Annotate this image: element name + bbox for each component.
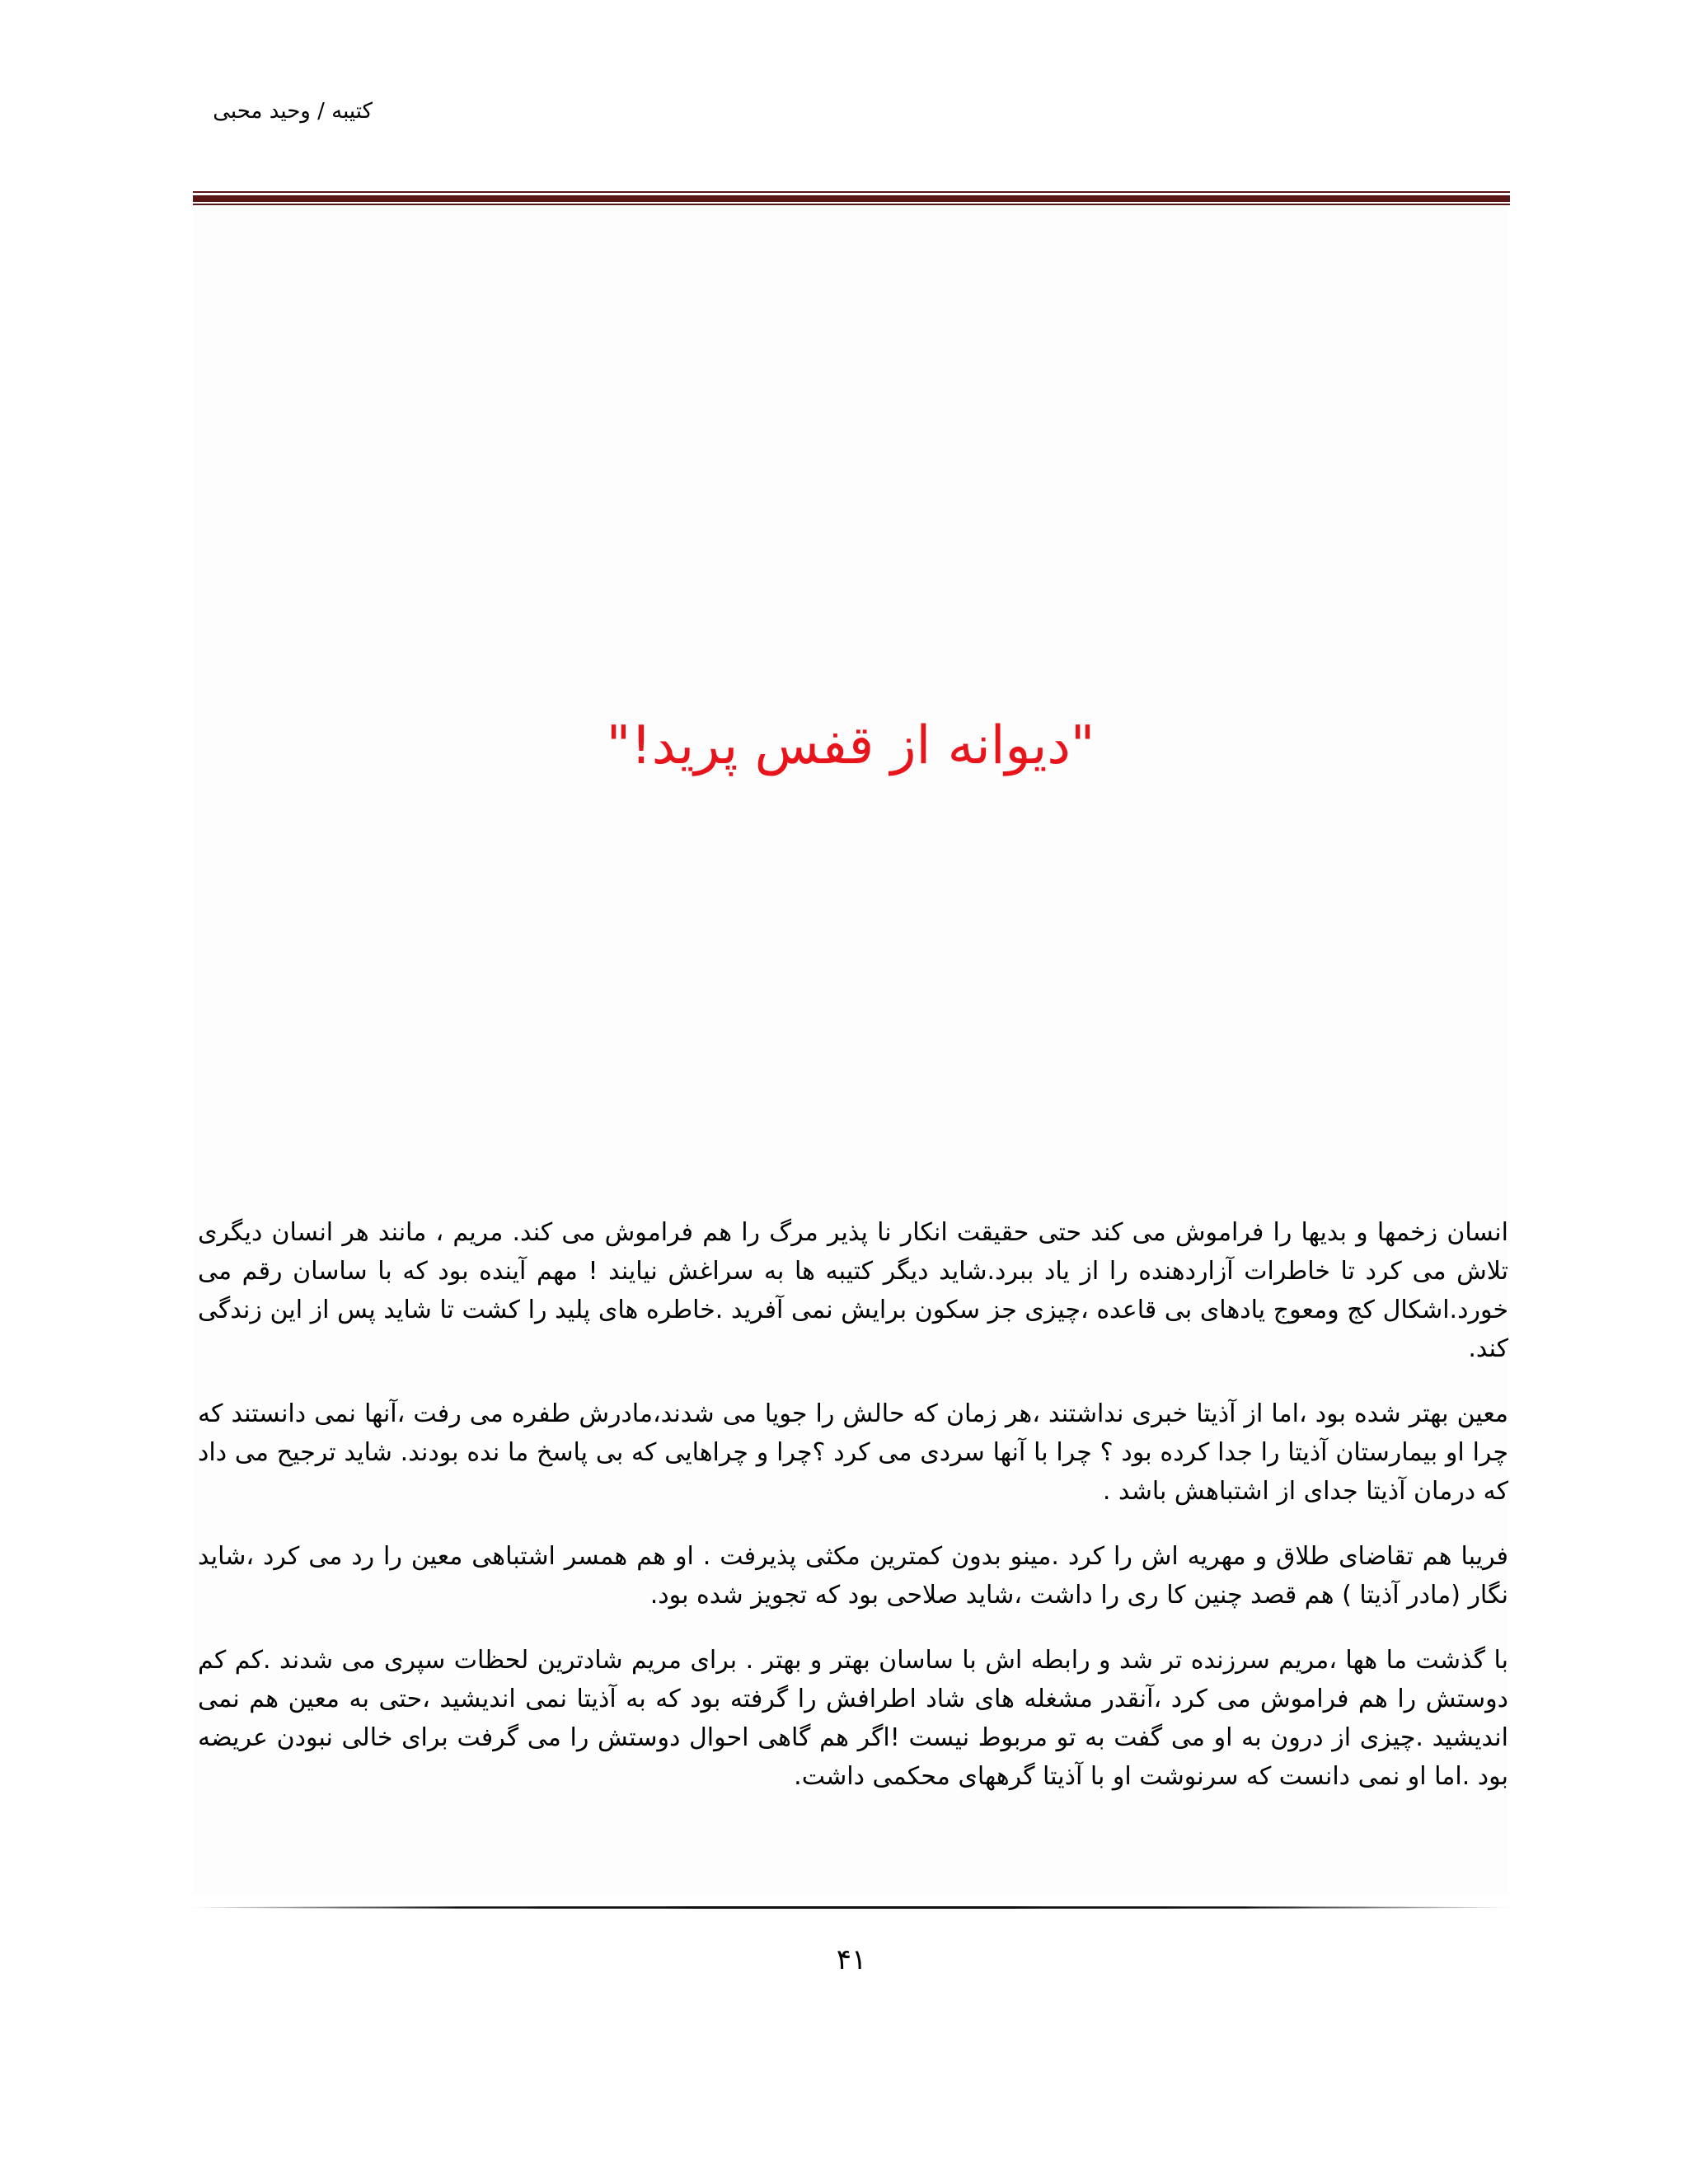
paragraph-2: معین بهتر شده بود ،اما از آذیتا خبری نداشتند ،هر زمان که حالش را جویا می شدند،مادرش طفره می رفت ،آنها نمی دانستند که چرا او بیمارستان آذیتا را جدا کرده بود ؟ چرا با آنها سردی می کرد ؟چرا و چراهایی که بی پاسخ ما نده بودند. شاید ترجیح می داد که درمان آذیتا جدای از اشتباهش باشد . (198, 1399, 1508, 1506)
header-rule-thin-top (193, 191, 1510, 193)
footer-rule (193, 1906, 1510, 1909)
header-rule (193, 195, 1510, 202)
page-number: ۴۱ (836, 1943, 867, 1976)
running-head: کتیبه / وحید محبی (213, 99, 373, 124)
paragraph-4: با گذشت ما هها ،مریم سرزنده تر شد و رابطه اش با ساسان بهتر و بهتر . برای مریم شادترین لحظات سپری می شدند .کم کم دوستش را هم فراموش می کرد ،آنقدر مشغله های شاد اطرافش را گرفته بود که به آذیتا نمی اندیشید ،حتی به معین هم نمی اندیشید .چیزی از درون به او می گفت به تو مربوط نیست !اگر هم گاهی احوال دوستش را می گرفت برای خالی نبودن عریضه بود .اما او نمی دانست که سرنوشت او با آذیتا گرههای محکمی داشت. (198, 1646, 1508, 1791)
paragraph-1: انسان زخمها و بدیها را فراموش می کند حتی حقیقت انکار نا پذیر مرگ را هم فراموش می کند. مریم ، مانند هر انسان دیگری تلاش می کرد تا خاطرات آزاردهنده را از یاد ببرد.شاید دیگر کتیبه ها به سراغش نیایند ! مهم آینده بود که با ساسان رقم می خورد.اشکال کج ومعوج یادهای بی قاعده ،چیزی جز سکون برایش نمی آفرید .خاطره های پلید را کشت تا شاید پس از این زندگی کند. (198, 1218, 1508, 1363)
chapter-title: "دیوانه از قفس پرید!" (606, 715, 1095, 776)
body-text (198, 1213, 1508, 1822)
paragraph-3: فریبا هم تقاضای طلاق و مهریه اش را کرد .مینو بدون کمترین مکثی پذیرفت . او هم همسر اشتباهی معین را رد می کرد ،شاید نگار (مادر آذیتا ) هم قصد چنین کا ری را داشت ،شاید صلاحی بود که تجویز شده بود. (198, 1542, 1508, 1610)
header-rule-thin-bottom (193, 204, 1510, 205)
